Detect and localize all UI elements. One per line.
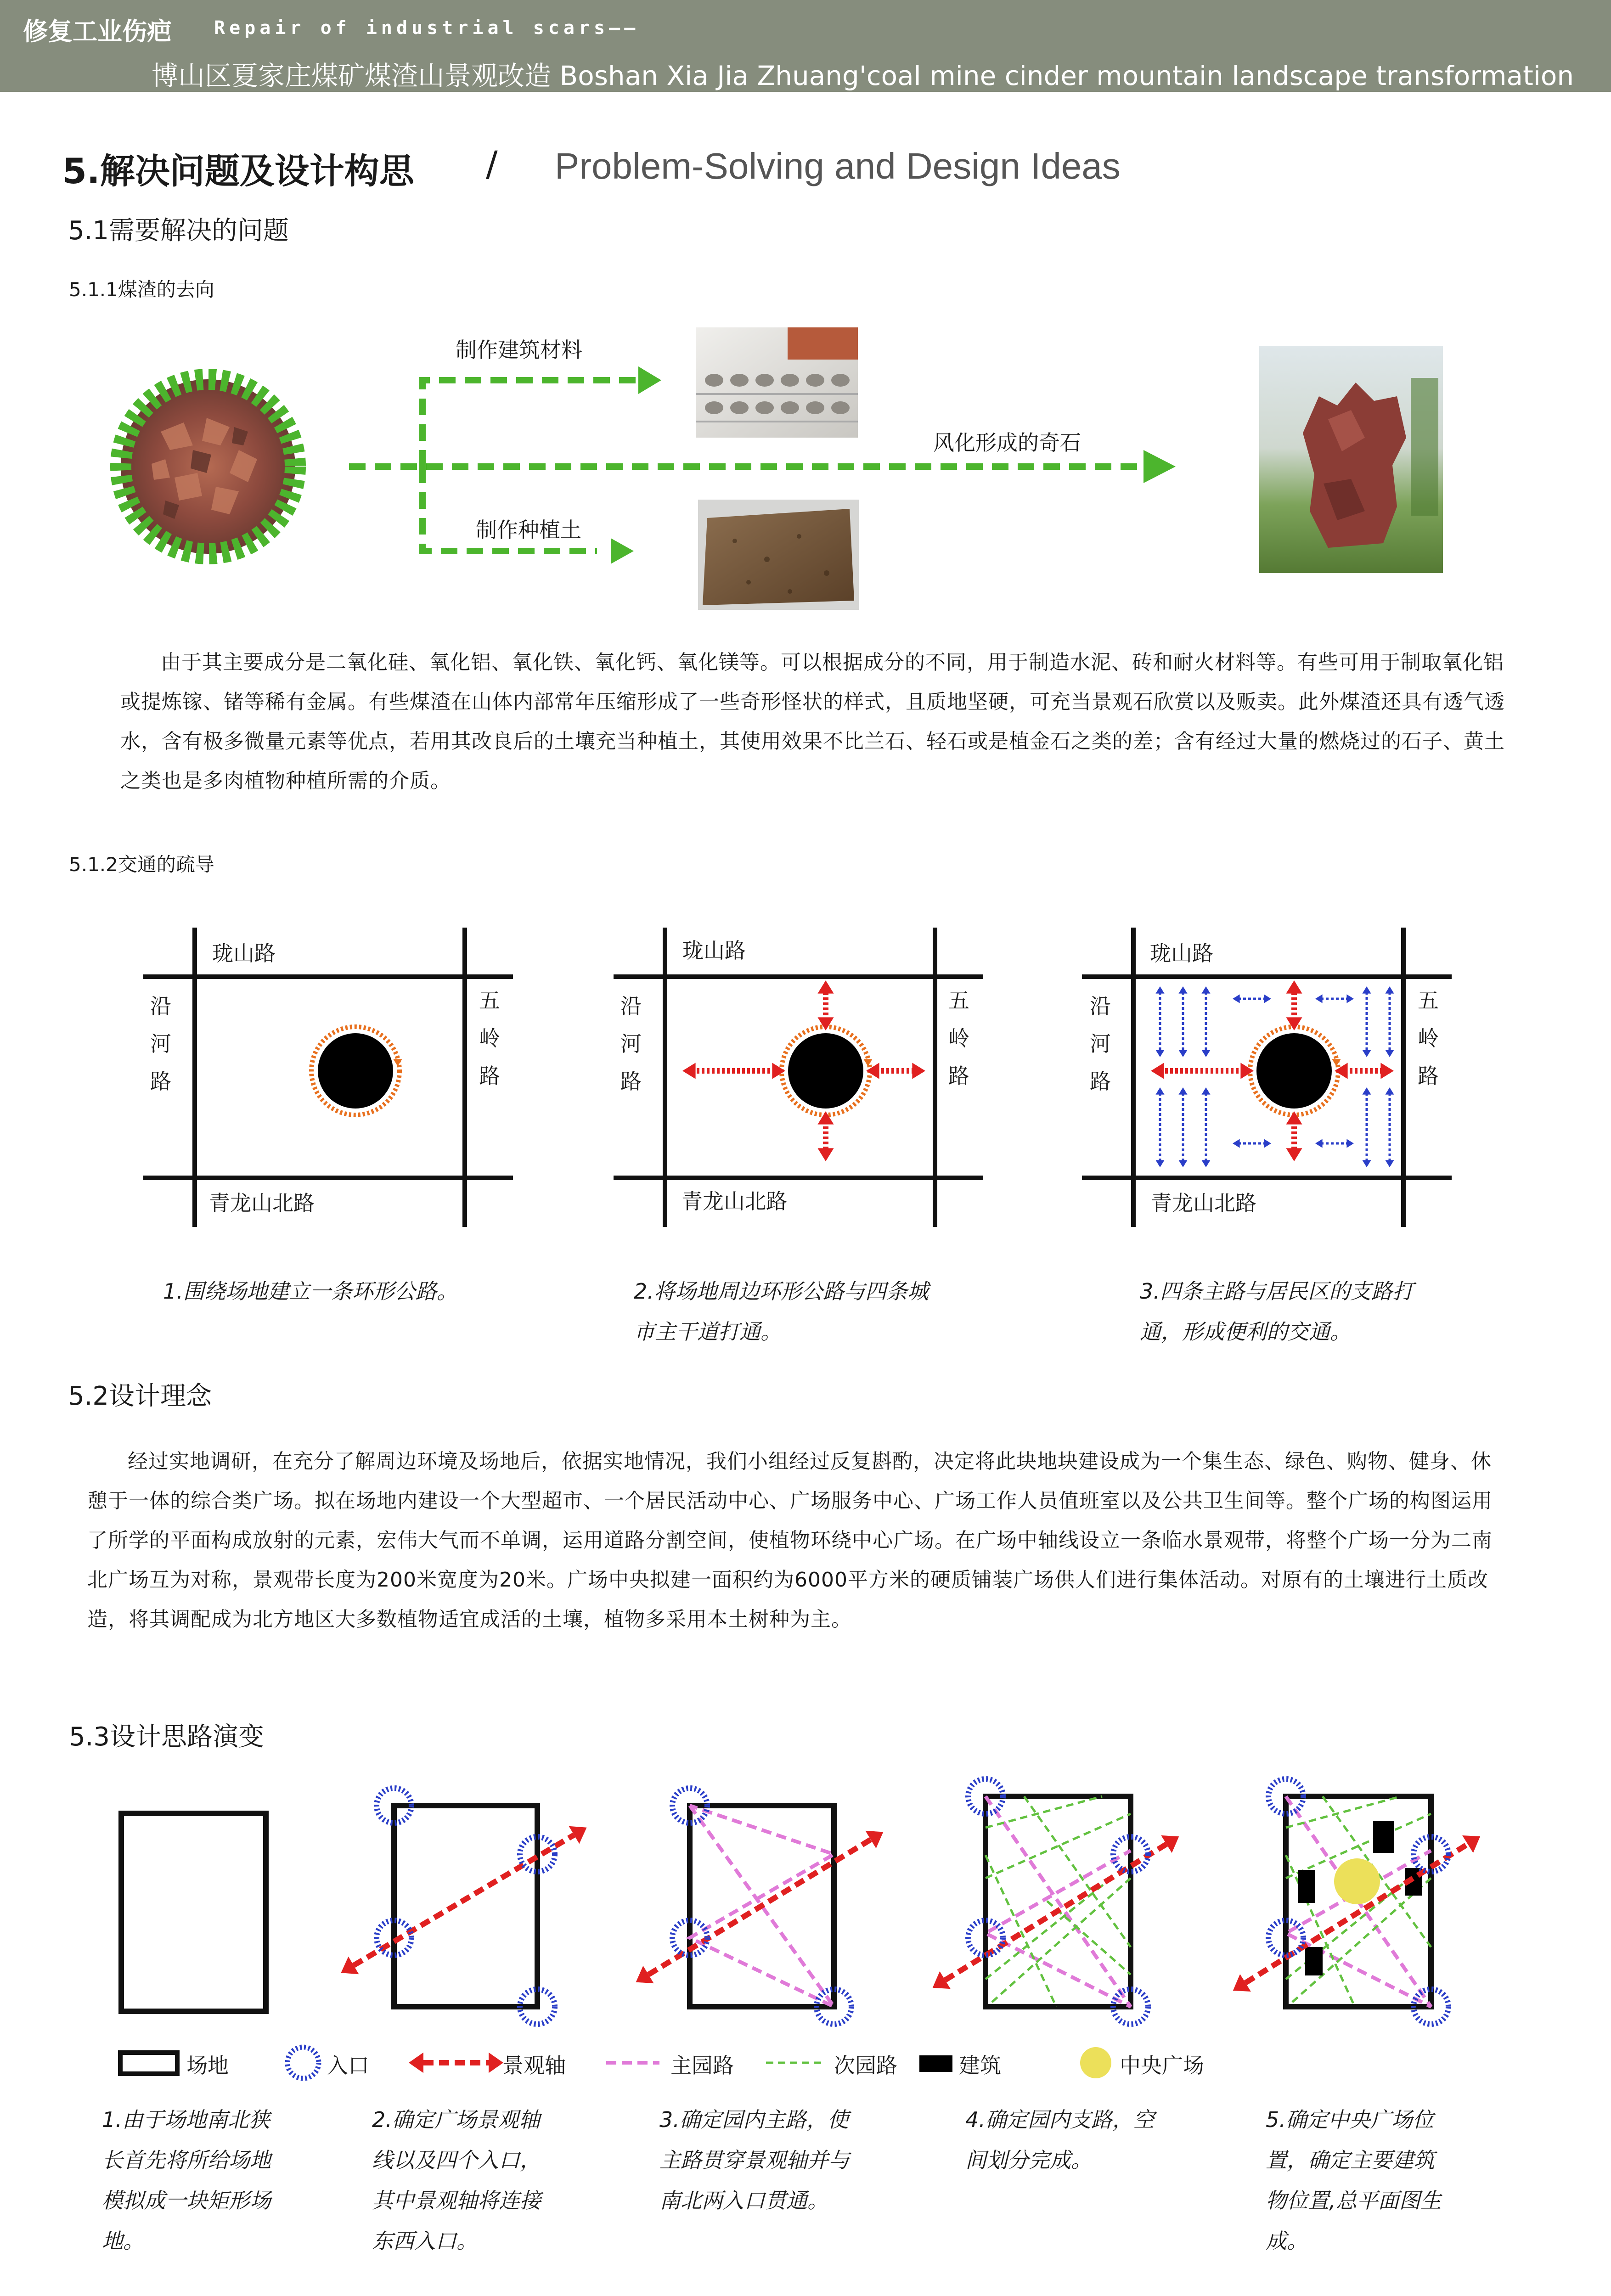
arrow-head [1178, 1087, 1187, 1095]
traffic-diagram-3 [1082, 928, 1452, 1227]
road-north-2: 珑山路 [682, 938, 746, 963]
arrow-head [1362, 986, 1371, 994]
arrow-head [1155, 1050, 1164, 1057]
legend-axis: 景观轴 [502, 2053, 566, 2078]
section-title-slash: / [486, 143, 498, 184]
strange-rock-photo [1259, 346, 1443, 573]
arrow-head [1385, 1160, 1394, 1167]
arrow-head [1155, 986, 1164, 994]
arrow-head [1201, 986, 1210, 994]
brick-photo [696, 327, 858, 438]
traffic-diagram-1 [143, 928, 513, 1227]
road-west-2: 沿 河 路 [620, 994, 642, 1094]
design-concept-paragraph: 经过实地调研，在充分了解周边环境及场地后，依据实地情况，我们小组经过反复斟酌，决定将此块地块建设成为一个集生态、绿色、购物、健身、休憩于一体的综合类广场。拟在场地内建设一个大型超市、一个居民活动中心、广场服务中心、广场工作人员值班室以及公共卫生间等。整个广场的构图运用了所学的平面构成放射的元素，宏伟大气而不单调，运用道路分割空间，使植物环绕中心广场。在广场中轴线设立一条临水景观带，将整个广场一分为二南北广场互为对称，景观带长度为200米宽度为20米。广场中央拟建一面积约为6000平方米的硬质铺装广场供人们进行集体活动。对原有的土壤进行土质改造，将其调配成为北方地区大多数植物适宜成活的土壤，植物多采用本土树种为主。 [87, 1450, 1493, 1631]
arrow-head [1286, 980, 1302, 994]
traffic-caption-1: 1.围绕场地建立一条环形公路。 [163, 1279, 458, 1304]
soil-photo [698, 500, 859, 610]
arrow-head [1155, 1087, 1164, 1095]
header-bar [0, 0, 1611, 92]
evolution-caption-3: 3.确定园内主路，使 主路贯穿景观轴并与 南北两入口贯通。 [659, 2107, 850, 2213]
label-planting-soil: 制作种植土 [476, 518, 581, 542]
header-subtitle: 博山区夏家庄煤矿煤渣山景观改造 Boshan Xia Jia Zhuang'coal mine cinder mountain landscape transformation [152, 60, 1574, 91]
header-title-cn: 修复工业伤疤 [23, 17, 172, 46]
legend-main-road: 主园路 [670, 2053, 734, 2078]
heading-5-1: 5.1需要解决的问题 [68, 216, 289, 246]
heading-5-1-1: 5.1.1煤渣的去向 [69, 278, 214, 301]
traffic-caption-2: 2.将场地周边环形公路与四条城市主干道打通。 [634, 1279, 929, 1344]
header-title-en: Repair of industrial scars—— [214, 17, 640, 39]
legend-site-icon [120, 2053, 177, 2074]
evolution-step-2 [341, 1788, 586, 2024]
traffic-caption-3: 3.四条主路与居民区的支路打通，形成便利的交通。 [1140, 1279, 1414, 1344]
site-rect [394, 1806, 537, 2007]
arrow-head [1346, 994, 1354, 1003]
arrow-head [1385, 986, 1394, 994]
evolution-caption-2: 2.确定广场景观轴 线以及四个入口， 其中景观轴将连接 东西入口。 [372, 2107, 541, 2253]
legend-sub-road: 次园路 [834, 2053, 897, 2078]
arrow-head [912, 1063, 925, 1079]
heading-5-1-2: 5.1.2交通的疏导 [69, 853, 214, 876]
arrow-head [1385, 1087, 1394, 1095]
arrow-head [1178, 1160, 1187, 1167]
section-title: 5.解决问题及设计构思 [62, 151, 414, 191]
legend-building: 建筑 [959, 2053, 1001, 2078]
heading-5-3: 5.3设计思路演变 [69, 1722, 265, 1752]
central-plaza [1334, 1858, 1380, 1904]
site-rect [121, 1813, 266, 2011]
arrow-head [1201, 1160, 1210, 1167]
section-title-en: Problem-Solving and Design Ideas [555, 146, 1121, 186]
cinder-mountain-dot [1256, 1033, 1332, 1109]
evolution-step-4 [933, 1779, 1179, 2024]
arrow-head [1362, 1087, 1371, 1095]
label-strange-rock: 风化形成的奇石 [933, 430, 1081, 455]
cinder-flow-diagram [0, 312, 1611, 634]
arrow-head [682, 1063, 696, 1079]
road-west-3: 沿 河 路 [1090, 994, 1111, 1094]
legend-plaza-icon [1080, 2047, 1111, 2078]
road-north-1: 珑山路 [212, 941, 276, 966]
building [1373, 1821, 1394, 1853]
road-east-3: 五 岭 路 [1418, 988, 1439, 1088]
road-east-2: 五 岭 路 [948, 988, 969, 1088]
legend-building-icon [919, 2055, 952, 2072]
evolution-step-3 [636, 1788, 884, 2024]
arrow-head [1315, 1139, 1323, 1148]
arrow-head [1155, 1160, 1164, 1167]
cinder-mountain-dot [318, 1033, 393, 1109]
evolution-step-5 [1233, 1779, 1480, 2024]
arrow-head [1233, 1139, 1240, 1148]
arrow-head [1385, 1050, 1394, 1057]
arrow-head [1362, 1160, 1371, 1167]
arrow-head [1151, 1063, 1164, 1079]
evolution-step-1 [121, 1813, 266, 2011]
traffic-diagram-2 [614, 928, 983, 1227]
cinder-paragraph: 由于其主要成分是二氧化硅、氧化铝、氧化铁、氧化钙、氧化镁等。可以根据成分的不同，用于制造水泥、砖和耐火材料等。有些可用于制取氧化铝或提炼镓、锗等稀有金属。有些煤渣在山体内部常年压缩形成了一些奇形怪状的样式，且质地坚硬，可充当景观石欣赏以及贩卖。此外煤渣还具有透气透水，含有极多微量元素等优点，若用其改良后的土壤充当种植土，其使用效果不比兰石、轻石或是植金石之类的差；含有经过大量的燃烧过的石子、黄土之类也是多肉植物种植所需的介质。 [120, 651, 1505, 793]
label-building-material: 制作建筑材料 [456, 338, 582, 362]
cinder-mountain-dot [788, 1033, 863, 1109]
arrow-head [1362, 1050, 1371, 1057]
arrow-head [1178, 986, 1187, 994]
road-east-1: 五 岭 路 [479, 988, 500, 1088]
legend-entrance: 入口 [327, 2053, 369, 2078]
legend-site: 场地 [186, 2053, 229, 2078]
arrow-head [817, 980, 834, 994]
road-south-3: 青龙山北路 [1151, 1191, 1256, 1216]
road-south-2: 青龙山北路 [682, 1189, 787, 1214]
arrow-head [1346, 1139, 1354, 1148]
arrow-head [1233, 994, 1240, 1003]
evolution-caption-1: 1.由于场地南北狭 长首先将所给场地 模拟成一块矩形场 地。 [102, 2107, 271, 2253]
arrow-head [1201, 1050, 1210, 1057]
design-evolution-diagrams [0, 1763, 1611, 2108]
evolution-caption-5: 5.确定中央广场位 置，确定主要建筑 物位置,总平面图生 成。 [1266, 2107, 1442, 2253]
evolution-caption-4: 4.确定园内支路，空 间划分完成。 [965, 2107, 1155, 2172]
arrow-head [1264, 994, 1271, 1003]
building [1298, 1870, 1315, 1903]
axis-arrow-head [489, 2053, 503, 2073]
arrow-head [1315, 994, 1323, 1003]
road-west-1: 沿 河 路 [150, 994, 171, 1094]
road-north-3: 珑山路 [1150, 941, 1213, 966]
arrow-head [1380, 1063, 1394, 1079]
building [1305, 1947, 1323, 1975]
arrow-head [1286, 1148, 1302, 1161]
landscape-axis [354, 1835, 574, 1965]
legend-entrance-icon [287, 2047, 319, 2078]
arrow-head [1264, 1139, 1271, 1148]
arrow-head [1178, 1050, 1187, 1057]
road-south-1: 青龙山北路 [209, 1191, 315, 1216]
landscape-axis [648, 1840, 871, 1975]
arrow-head [1201, 1087, 1210, 1095]
axis-arrow-tail [409, 2053, 423, 2073]
arrow-head [817, 1148, 834, 1161]
legend-plaza: 中央广场 [1120, 2053, 1204, 2078]
heading-5-2: 5.2设计理念 [68, 1381, 212, 1411]
